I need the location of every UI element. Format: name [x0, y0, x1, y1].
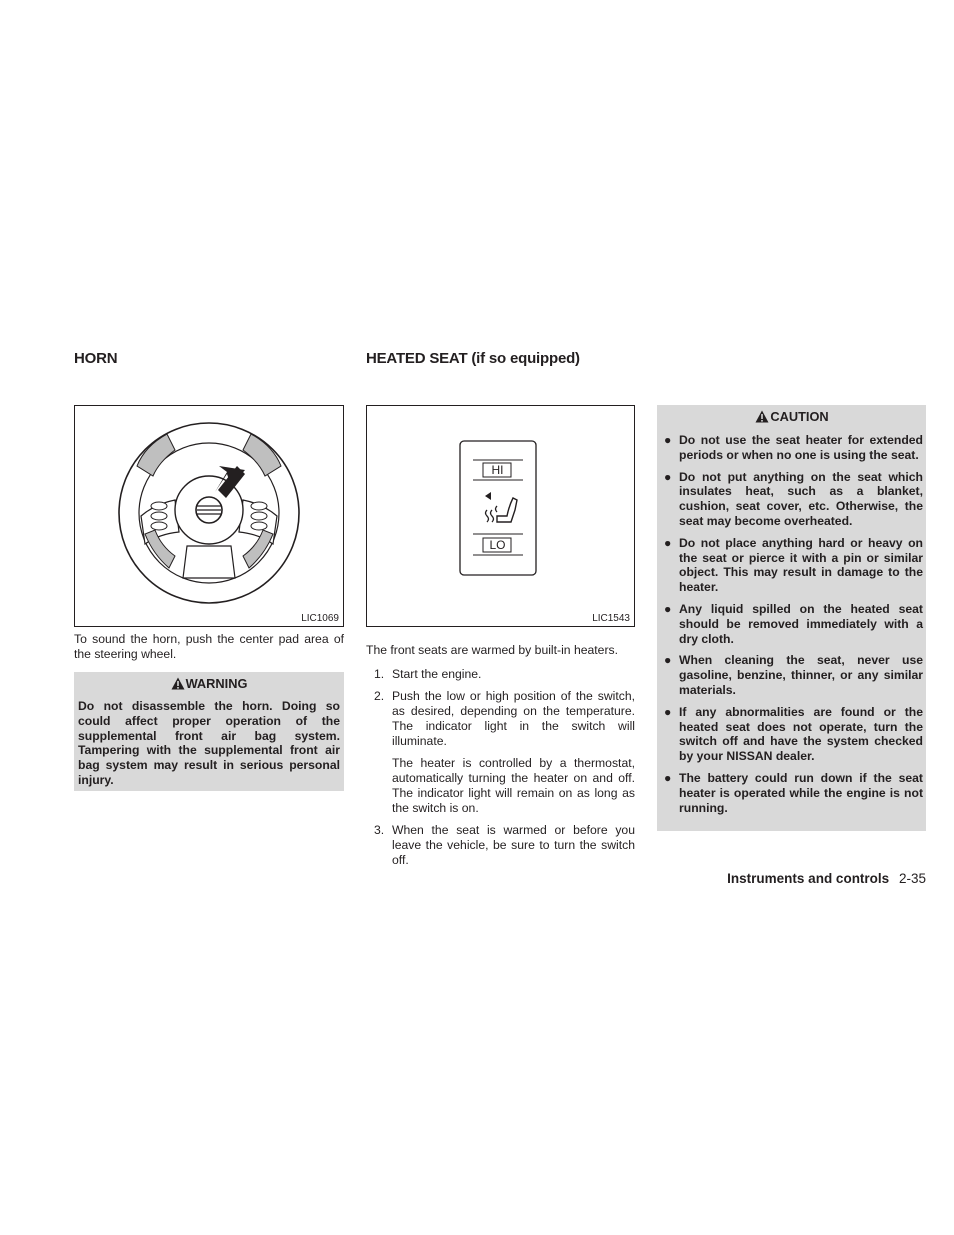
step-number: 2. — [374, 689, 385, 703]
caution-title — [661, 405, 923, 427]
lo-switch-label: LO — [489, 538, 506, 552]
step-number: 1. — [374, 667, 385, 681]
steering-wheel-figure — [74, 405, 344, 627]
step-text: Start the engine. — [392, 667, 482, 681]
list-item — [366, 667, 635, 682]
page-number: 2-35 — [898, 871, 926, 886]
caution-list — [661, 433, 923, 815]
seat-heater-switch-figure — [366, 405, 635, 627]
warning-triangle-icon — [755, 410, 769, 427]
figure-label: LIC1543 — [592, 613, 630, 624]
warning-text: Do not disassemble the horn. Doing so could affect proper operation of the supplemental front air bag system. Tampering with the supplemental front air bag system may result in serious personal injury. — [78, 699, 340, 787]
bullet-icon: ● — [664, 704, 672, 719]
footer-section-title: Instruments and controls — [727, 871, 890, 886]
step-number: 3. — [374, 823, 385, 837]
figure-label: LIC1069 — [301, 613, 339, 624]
hi-switch-label: HI — [491, 463, 504, 477]
step-extra-text: The heater is controlled by a thermostat, automatically turning the heater on and off. The indicator light will remain on as long as the switch is on. — [392, 756, 635, 815]
heated-seat-heading: HEATED SEAT (if so equipped) — [366, 350, 580, 367]
seat-heater-switch-icon — [367, 406, 634, 626]
list-item: ● Do not place anything hard or heavy on the seat or pierce it with a pin or similar object. This may result in damage to the heater. — [664, 535, 923, 595]
warning-label: WARNING — [185, 676, 248, 691]
horn-description: To sound the horn, push the center pad area of the steering wheel. — [74, 632, 344, 661]
list-item: ● Do not use the seat heater for extended periods or when no one is using the seat. — [664, 433, 923, 462]
bullet-icon: ● — [664, 601, 672, 616]
heated-seat-intro: The front seats are warmed by built-in heaters. — [366, 643, 618, 657]
list-item: ● Do not put anything on the seat which insulates heat, such as a blanket, cushion, seat cover, etc. Otherwise, the seat may become overheated. — [664, 469, 923, 528]
page-footer — [727, 871, 926, 886]
bullet-icon: ● — [664, 469, 672, 484]
list-item: ● If any abnormalities are found or the heated seat does not operate, turn the switch off and have the system checked by your NISSAN dealer. — [664, 704, 923, 764]
heated-seat-steps — [366, 667, 635, 868]
bullet-icon: ● — [664, 535, 672, 550]
list-item: ● When cleaning the seat, never use gasoline, benzine, thinner, or any similar materials. — [664, 653, 923, 697]
step-text: When the seat is warmed or before you leave the vehicle, be sure to turn the switch off. — [392, 823, 635, 867]
list-item: ● The battery could run down if the seat heater is operated while the engine is not running. — [664, 770, 923, 815]
step-text: Push the low or high position of the switch, as desired, depending on the temperature. The indicator light in the switch will illuminate. — [392, 689, 635, 748]
list-item: ● Any liquid spilled on the heated seat should be removed immediately with a dry cloth. — [664, 601, 923, 646]
bullet-icon: ● — [664, 770, 672, 785]
caution-label: CAUTION — [770, 409, 829, 424]
warning-triangle-icon — [171, 677, 185, 694]
list-item — [366, 823, 635, 868]
heated-seat-caution-box — [657, 405, 926, 831]
steering-wheel-icon — [75, 406, 343, 626]
list-item — [366, 689, 635, 816]
horn-heading: HORN — [74, 350, 118, 367]
warning-title — [78, 672, 340, 694]
bullet-icon: ● — [664, 653, 672, 668]
horn-warning-box — [74, 672, 344, 791]
bullet-icon: ● — [664, 433, 672, 447]
